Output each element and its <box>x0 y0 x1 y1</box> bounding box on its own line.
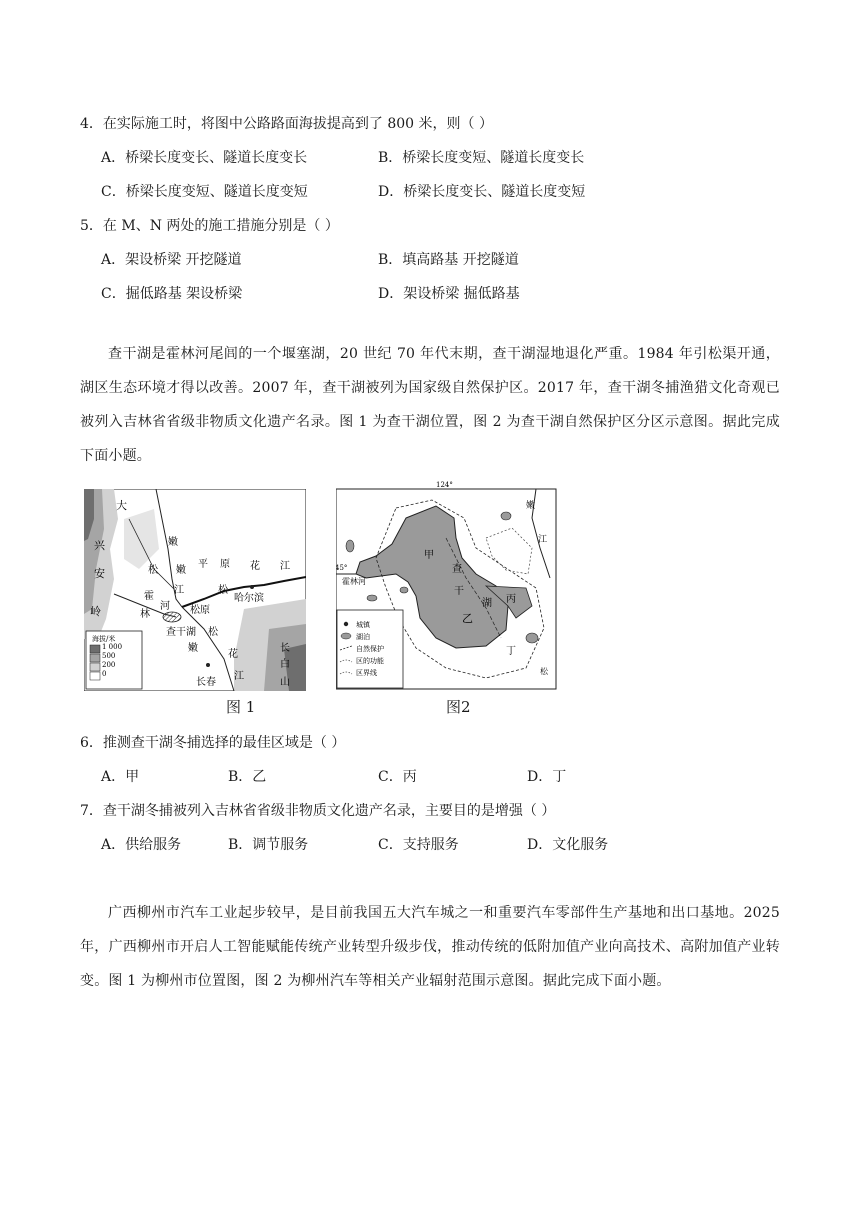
label-hu: 湖 <box>482 598 492 609</box>
passage-chagan-lake-text: 查干湖是霍林河尾闾的一个堰塞湖，20 世纪 70 年代末期，查干湖湿地退化严重。1984 年引松渠开通，湖区生态环境才得以改善。2007 年，查干湖被列为国家级自然保护区。2017 年，查干湖冬捕渔猎文化奇观已被列入吉林省省级非物质文化遗产名录。图 1 为查干湖位置，图 2 为查干湖自然保护区分区示意图。据此完成下面小题。 <box>80 346 780 464</box>
changchun-dot <box>206 663 210 667</box>
legend-level-1000: 1 000 <box>102 643 123 651</box>
legend-reserve: 自然保护 <box>356 645 384 653</box>
legend-town: 城镇 <box>356 621 370 629</box>
label-chagan-lake: 查干湖 <box>166 627 196 638</box>
label-yi: 乙 <box>462 612 473 625</box>
question-7-option-d[interactable]: D．文化服务 <box>527 837 609 853</box>
figure-2-svg <box>336 478 558 691</box>
label-changchun: 长春 <box>196 677 216 688</box>
legend-level-200: 200 <box>102 661 116 669</box>
legend-title: 海拔/米 <box>92 635 116 643</box>
legend-swatch-0 <box>90 672 100 680</box>
label-huolinhe: 霍林河 <box>342 577 366 586</box>
question-4-option-b[interactable]: B．桥梁长度变短、隧道长度变长 <box>378 150 585 166</box>
label-bai: 白 <box>280 659 290 670</box>
label-nen-2: 嫩 <box>176 565 186 576</box>
label-he: 河 <box>160 601 170 612</box>
question-5-option-d[interactable]: D．架设桥梁 掘低路基 <box>378 286 520 302</box>
figure-2-caption: 图2 <box>446 698 471 716</box>
legend-zone-2: 区界线 <box>356 669 377 677</box>
label-shan: 山 <box>280 677 290 688</box>
label-huo: 霍 <box>144 591 154 602</box>
label-nen: 嫩 <box>526 501 536 511</box>
question-4-option-a[interactable]: A．桥梁长度变长、隧道长度变长 <box>101 150 308 166</box>
question-6-option-c[interactable]: C．丙 <box>378 769 417 785</box>
question-4-option-d[interactable]: D．桥梁长度变长、隧道长度变短 <box>378 184 586 200</box>
small-lake-2 <box>367 595 377 601</box>
legend-zone-1: 区的功能 <box>356 657 384 665</box>
question-5-option-c[interactable]: C．掘低路基 架设桥梁 <box>101 286 243 302</box>
question-5-option-b[interactable]: B．填高路基 开挖隧道 <box>378 252 519 268</box>
label-hua-1: 花 <box>250 561 260 572</box>
legend-swatch-1000 <box>90 645 100 653</box>
label-ping: 平 <box>198 559 208 570</box>
label-song-2: 松 <box>218 585 228 596</box>
legend-swatch-200 <box>90 663 100 671</box>
label-jiang-2: 江 <box>280 561 290 572</box>
label-da: 大 <box>116 499 127 512</box>
question-4-option-c[interactable]: C．桥梁长度变短、隧道长度变短 <box>101 184 308 200</box>
question-5-option-a[interactable]: A．架设桥梁 开挖隧道 <box>101 252 242 268</box>
question-4-stem: 4．在实际施工时，将图中公路路面海拔提高到了 800 米，则（ ） <box>80 116 493 132</box>
question-5-stem: 5．在 M、N 两处的施工措施分别是（ ） <box>80 218 339 234</box>
label-yuan: 原 <box>220 559 230 570</box>
question-6-option-a[interactable]: A．甲 <box>101 769 140 785</box>
label-jia: 甲 <box>424 550 434 561</box>
passage-liuzhou <box>80 896 780 998</box>
label-hua-2: 花 <box>228 649 238 660</box>
figure-2-map <box>336 478 558 691</box>
legend-lake-symbol <box>341 633 351 639</box>
label-songyuan: 松原 <box>190 605 210 616</box>
label-song-1: 松 <box>148 565 158 576</box>
small-lake-5 <box>526 633 538 643</box>
small-lake-4 <box>501 512 511 520</box>
question-6-option-d[interactable]: D．丁 <box>527 769 567 785</box>
label-an: 安 <box>94 567 105 580</box>
label-lin: 林 <box>140 609 150 620</box>
legend-swatch-500 <box>90 654 100 662</box>
harbin-dot <box>250 585 254 589</box>
legend-town-symbol <box>344 622 348 626</box>
question-7-option-a[interactable]: A．供给服务 <box>101 837 182 853</box>
small-lake-1 <box>346 540 354 552</box>
label-gan: 干 <box>454 586 464 597</box>
passage-liuzhou-text: 广西柳州市汽车工业起步较早，是目前我国五大汽车城之一和重要汽车零部件生产基地和出口基地。2025 年，广西柳州市开启人工智能赋能传统产业转型升级步伐，推动传统的低附加值产业向高技术、高附加值产业转变。图 1 为柳州市位置图，图 2 为柳州汽车等相关产业辐射范围示意图。据此完成下面小题。 <box>80 905 780 989</box>
question-7-option-b[interactable]: B．调节服务 <box>228 837 309 853</box>
question-6-stem: 6．推测查干湖冬捕选择的最佳区域是（ ） <box>80 735 346 751</box>
question-7-stem: 7．查干湖冬捕被列入吉林省省级非物质文化遗产名录，主要目的是增强（ ） <box>80 803 556 819</box>
label-jiang: 江 <box>538 535 548 545</box>
figure-1-svg <box>84 489 306 691</box>
label-harbin: 哈尔滨 <box>234 593 264 604</box>
legend-level-500: 500 <box>102 652 116 660</box>
label-nen-3: 嫩 <box>188 643 198 654</box>
legend-lake: 湖泊 <box>356 633 370 641</box>
label-latitude: 45° <box>336 564 348 572</box>
question-7-option-c[interactable]: C．支持服务 <box>378 837 459 853</box>
label-song-3: 松 <box>208 627 218 638</box>
label-cha: 查 <box>452 564 462 575</box>
label-bing: 丙 <box>506 594 516 605</box>
label-nen-1: 嫩 <box>168 537 178 548</box>
label-ding: 丁 <box>506 646 516 657</box>
small-lake-3 <box>400 587 408 593</box>
label-longitude: 124° <box>436 481 453 489</box>
question-6-option-b[interactable]: B．乙 <box>228 769 267 785</box>
label-xing: 兴 <box>94 539 105 552</box>
label-chang: 长 <box>280 643 290 654</box>
figure-1-caption: 图 1 <box>226 698 256 716</box>
label-jiang-3: 江 <box>234 671 244 682</box>
label-ling: 岭 <box>90 605 101 618</box>
chagan-lake-shape <box>163 612 181 622</box>
legend-level-0: 0 <box>102 670 107 678</box>
figure-1-map <box>84 489 306 691</box>
passage-chagan-lake <box>80 337 780 473</box>
label-song: 松 <box>540 667 548 676</box>
label-jiang-1: 江 <box>174 585 184 596</box>
